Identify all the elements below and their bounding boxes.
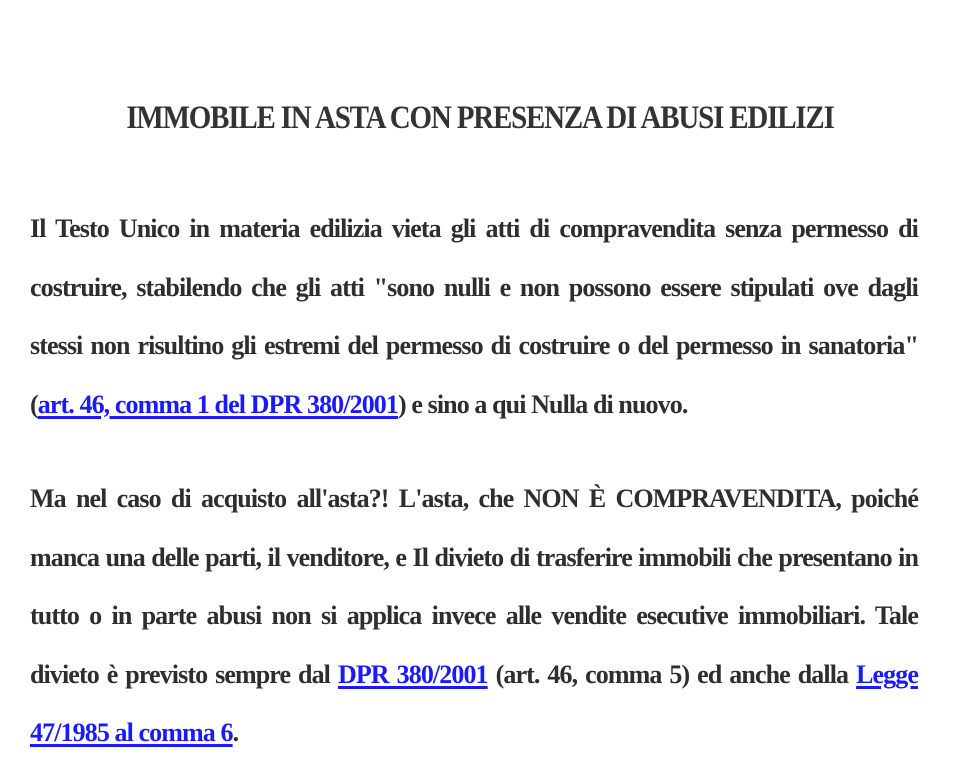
paragraph-acquisto-asta: [30, 470, 918, 763]
paragraph1-text-a: Il Testo Unico in materia edilizia vieta gli atti di compravendita senza permesso di costruire, stabilendo che gli atti "sono nulli e non possono essere stipulati ove dagli stessi non risultino gli estremi del permesso di costruire o del permesso in sanatoria" (: [30, 214, 918, 419]
link-dpr-380-2001[interactable]: DPR 380/2001: [337, 659, 488, 689]
paragraph-testo-unico: [30, 200, 918, 434]
paragraph2-text-b: (art. 46, comma 5) ed anche dalla: [487, 659, 857, 689]
paragraph2-text-a: Ma nel caso di acquisto all'asta?! L'asta, che NON È COMPRAVENDITA, poiché manca una delle parti, il venditore, e Il divieto di trasferire immobili che presentano in tutto o in parte abusi non si applica invece alle vendite esecutive immobiliari. Tale divieto è previsto sempre dal: [30, 484, 918, 689]
paragraph1-text-b: ) e sino a qui Nulla di nuovo.: [398, 389, 688, 419]
paragraph2-text-c: .: [232, 718, 239, 747]
page-title: IMMOBILE IN ASTA CON PRESENZA DI ABUSI EDILIZI: [126, 100, 834, 136]
link-legge-47-1985[interactable]: Legge 47/1985 al comma 6: [30, 659, 919, 747]
link-art-46-comma-1[interactable]: art. 46, comma 1 del DPR 380/2001: [37, 389, 399, 419]
